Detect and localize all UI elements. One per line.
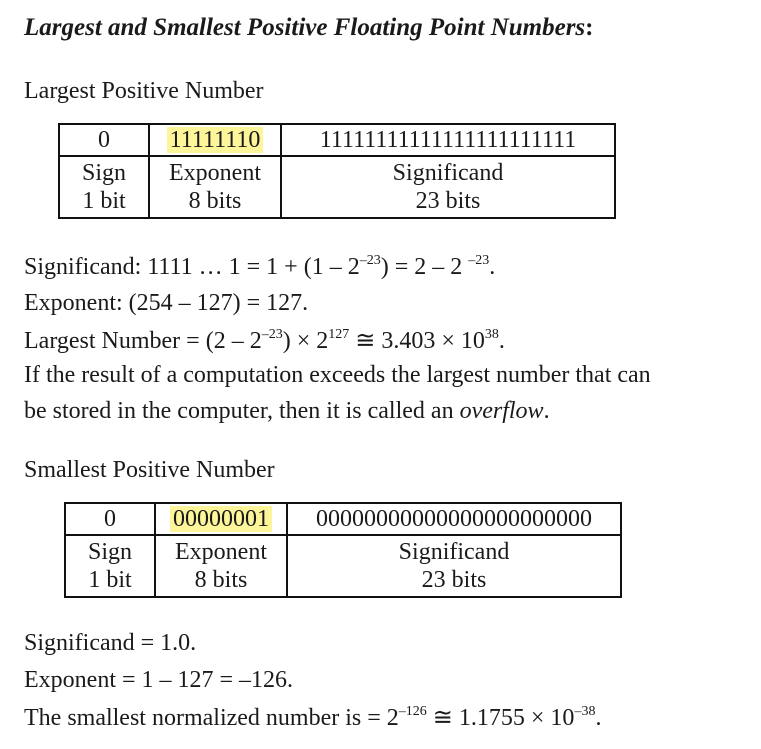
sign-bit-cell: 0 (59, 124, 149, 156)
smallest-exponent-line: Exponent = 1 – 127 = –126. (24, 667, 294, 693)
exponent-bits-cell (155, 503, 287, 535)
sign-label-cell: Sign 1 bit (65, 535, 155, 597)
sign-bit-cell: 0 (65, 503, 155, 535)
significand-bits-cell: 11111111111111111111111 (281, 124, 615, 156)
smallest-significand-line: Significand = 1.0. (24, 630, 197, 656)
overflow-line-2: be stored in the computer, then it is called an overflow. (24, 398, 550, 424)
significand-label-cell: Significand 23 bits (281, 156, 615, 218)
largest-format-table (58, 123, 616, 219)
smallest-heading: Smallest Positive Number (24, 457, 275, 483)
significand-bits-cell: 00000000000000000000000 (287, 503, 621, 535)
largest-significand-line: Significand: 1111 … $1 = 1 + (1 - 2^{-23}) = 2 - 2$ $^{-23}$. (24, 253, 496, 280)
largest-number-line: Largest Number = $(2 - 2^{-23}) \times 2^{127}$ ≅ $3.403 \times 10^{38}$. (24, 327, 505, 354)
exponent-label-cell: Exponent 8 bits (149, 156, 281, 218)
exponent-label-cell: Exponent 8 bits (155, 535, 287, 597)
significand-label-cell: Significand 23 bits (287, 535, 621, 597)
exponent-bits-highlight: 00000001 (170, 506, 272, 532)
overflow-line-1: If the result of a computation exceeds the largest number that can (24, 362, 651, 388)
exponent-bits-highlight: 11111110 (167, 127, 264, 153)
sign-label-cell: Sign 1 bit (59, 156, 149, 218)
smallest-format-table (64, 502, 622, 598)
overflow-term: overflow (459, 398, 544, 424)
page-title: Largest and Smallest Positive Floating Point Numbers: (24, 14, 594, 41)
exponent-bits-cell (149, 124, 281, 156)
largest-exponent-line: Exponent: (254 – 127) = 127. (24, 290, 309, 316)
smallest-number-line: The smallest normalized number is = $2^{-126}$ ≅ $1.1755 \times 10^{-38}$. (24, 704, 602, 731)
largest-heading: Largest Positive Number (24, 78, 264, 104)
